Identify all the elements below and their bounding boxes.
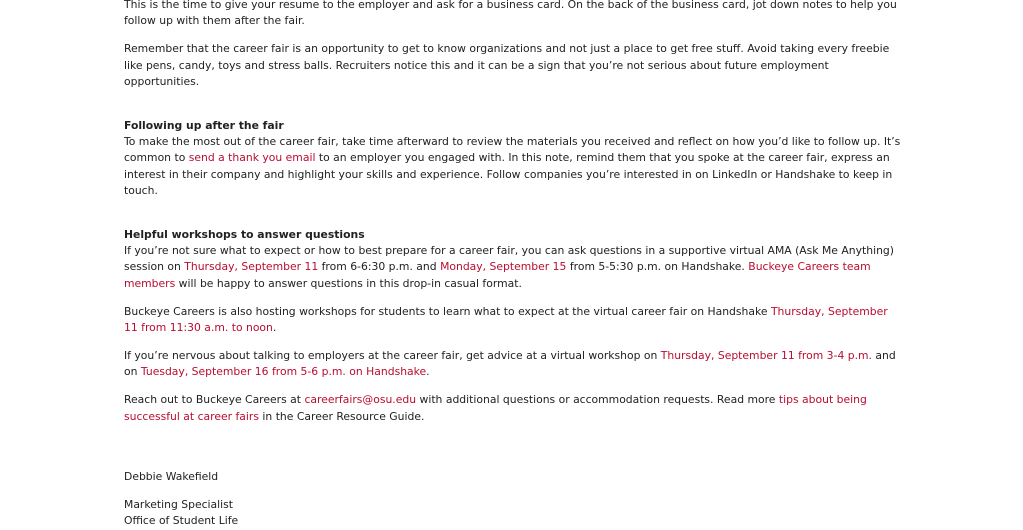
link-send-thank-you-email[interactable]: send a thank you email [188, 151, 316, 165]
workshops-text-1: If you’re not sure what to expect or how to best prepare for a career fair, you can ask questions in a supportive virtual AMA (Ask Me Anything) session on [124, 243, 894, 274]
nervous-text-2: and on [124, 349, 896, 379]
link-buckeye-careers-team-members[interactable]: Buckeye Careers team members [124, 260, 871, 290]
signature-title: Marketing Specialist [124, 498, 234, 512]
followup-text-after: to an employer you engaged with. In this note, remind them that you spoke at the career fair, express an interest in their company and highlight your skills and experience. Follow companies you’re interested in on LinkedIn or Handshake to keep in touch. [124, 151, 893, 198]
paragraph-nervous [124, 348, 902, 381]
link-thursday-september-11[interactable]: Thursday, September 11 [184, 260, 319, 274]
nervous-text-1: If you’re nervous about talking to employers at the career fair, get advice at a virtual workshop on [124, 349, 661, 362]
paragraph-reach-out [124, 392, 902, 425]
article-body [124, 0, 902, 530]
reach-text-3: in the Career Resource Guide. [258, 409, 425, 423]
signature-office: Office of Student Life [124, 514, 239, 528]
link-tuesday-september-16[interactable]: Tuesday, September 16 from 5-6 p.m. on Handshake [140, 365, 427, 379]
link-careerfairs-email[interactable]: careerfairs@osu.edu [304, 393, 417, 407]
paragraph-business-card: This is the time to give your resume to the employer and ask for a business card. On the back of the business card, jot down notes to help you follow up with them after the fair. [124, 0, 897, 28]
workshops-text-3: from 5-5:30 p.m. on Handshake. [566, 260, 749, 274]
reach-text-1: Reach out to Buckeye Careers at [124, 393, 305, 407]
followup-text-before: To make the most out of the career fair, take time afterward to review the materials you received and reflect on how you’d like to follow up. It’s common to [124, 134, 901, 165]
link-thursday-september-11-3pm[interactable]: Thursday, September 11 from 3-4 p.m. [660, 349, 872, 362]
paragraph-hosting-workshops [124, 304, 902, 337]
section-following-up [124, 118, 902, 200]
reach-text-2: with additional questions or accommodation requests. Read more [416, 393, 779, 407]
heading-helpful-workshops: Helpful workshops to answer questions [124, 227, 365, 241]
hosting-end: . [272, 321, 277, 335]
link-career-fair-tips[interactable]: tips about being successful at career fairs [124, 393, 867, 423]
heading-following-up: Following up after the fair [124, 118, 284, 132]
nervous-end: . [426, 365, 430, 379]
workshops-text-4: will be happy to answer questions in this drop-in casual format. [175, 276, 522, 290]
signature-name: Debbie Wakefield [124, 470, 219, 484]
paragraph-freebies: Remember that the career fair is an opportunity to get to know organizations and not just a place to get free stuff. Avoid taking every freebie like pens, candy, toys and stress balls. Recruiters notice this and it can be a sign that you’re not serious about future employment opportunities. [124, 42, 890, 89]
workshops-text-2: from 6-6:30 p.m. and [318, 260, 441, 274]
link-thursday-september-11-1130[interactable]: Thursday, September 11 from 11:30 a.m. to noon [124, 304, 888, 335]
hosting-text: Buckeye Careers is also hosting workshops for students to learn what to expect at the virtual career fair on Handshake [124, 304, 771, 318]
signature-block [124, 497, 902, 530]
section-helpful-workshops [124, 227, 902, 293]
link-monday-september-15[interactable]: Monday, September 15 [440, 260, 567, 274]
